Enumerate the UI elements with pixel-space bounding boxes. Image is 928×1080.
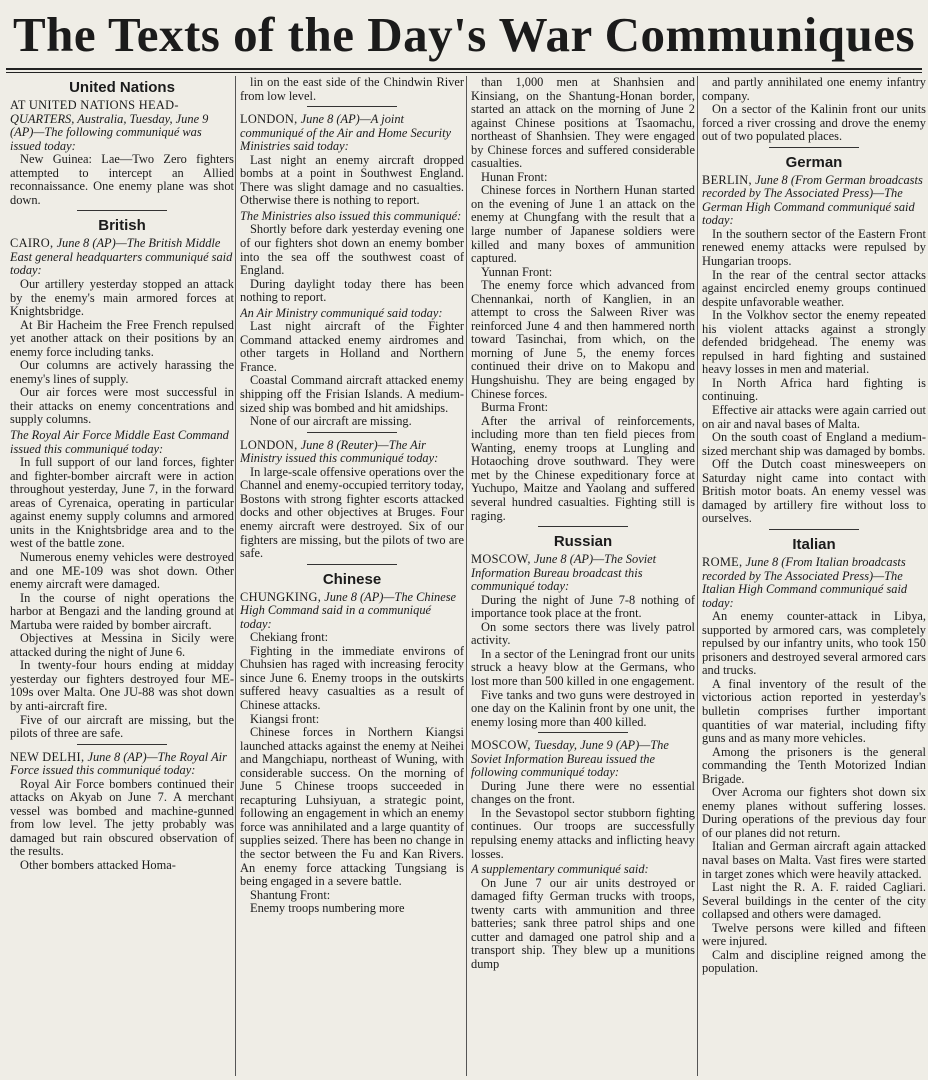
section-divider [77, 744, 167, 745]
paragraph: Effective air attacks were again carried out on air and naval bases of Malta. [702, 403, 926, 431]
dateline [240, 591, 464, 632]
dateline-place: CHUNGKING, [240, 589, 322, 604]
paragraph: In a sector of the Leningrad front our units struck a heavy blow at the Germans, who lost more than 500 killed in one engagement. [471, 646, 695, 688]
column-2 [240, 76, 464, 1076]
paragraph: On June 7 our air units destroyed or damaged fifty German trucks with troops, twenty carts with ammunition and three batteries; sank three patrol ships and one cutter and damaged one patrol ship and a transport ship. They blew up a munitions dump [471, 875, 695, 971]
paragraph: Twelve persons were killed and fifteen were injured. [702, 920, 926, 949]
dateline-place: LONDON, [240, 112, 298, 127]
page-headline: The Texts of the Day's War Communiques [12, 7, 916, 62]
paragraph: In the Sevastopol sector stubborn fighting continues. Our troops are successfully repulsing enemy attacks and inflicting heavy losses. [471, 805, 695, 861]
paragraph: Numerous enemy vehicles were destroyed and one ME-109 was shot down. Other enemy aircraft were damaged. [10, 549, 234, 592]
paragraph: In full support of our land forces, fighter and fighter-bomber aircraft were in action throughout yesterday, June 7, in the forward areas of Cyrenaica, operating in particular against enemy supply columns and armored units in the Knightsbridge area and to the west of the battle zone. [10, 455, 234, 551]
dateline-text: June 8 (From German broadcasts recorded by The Associated Press)—The German High Command communiqué said today: [702, 172, 923, 228]
paragraph: In twenty-four hours ending at midday yesterday our fighters destroyed four ME-109s over Malta. One JU-88 was shot down by anti-aircraft fire. [10, 658, 234, 713]
section-heading: Russian [553, 533, 613, 551]
dateline [10, 99, 234, 153]
section-divider [769, 529, 859, 530]
section-divider [769, 147, 859, 148]
paragraph: Our artillery yesterday stopped an attack by the enemy's main armored forces at Knightsbridge. [10, 277, 234, 319]
dateline [10, 237, 234, 278]
column-divider [235, 76, 236, 1076]
dateline-text: June 8 (Reuter)—The Air Ministry issued this communiqué today: [240, 437, 439, 466]
paragraph: lin on the east side of the Chindwin River from low level. [240, 76, 464, 103]
dateline-text: The Royal Air Force Middle East Command issued this communiqué today: [10, 428, 229, 456]
paragraph: After the arrival of reinforcements, including more than ten field pieces from Wanting, enemy troops at Lungling and Hotaoching drove southward. They were met by the Chinese expeditionary force at Yuchupo, Maitze and Yaolang and suffered several hundred casualties. Fighting still is raging. [471, 413, 695, 523]
paragraph: Our air forces were most successful in their attacks on enemy concentrations and supply columns. [10, 385, 234, 427]
dateline-place: BERLIN, [702, 172, 752, 187]
paragraph: At Bir Hacheim the Free French repulsed yet another attack on their positions by an enemy force including tanks. [10, 317, 234, 359]
paragraph: During June there were no essential changes on the front. [471, 778, 695, 807]
paragraph: In large-scale offensive operations over the Channel and enemy-occupied territory today, Bostons with strong fighter escorts attacked docks and other objectives at Bruges. Four enemy aircraft were destroyed. Six of our fighters are missing, but the pilots of two are safe. [240, 464, 464, 561]
paragraph: In the rear of the central sector attacks against encircled enemy groups continued despite unfavorable weather. [702, 267, 926, 309]
dateline-text: The Ministries also issued this communiqué: [240, 208, 462, 223]
column-1 [10, 76, 234, 1076]
front-subheading: Kiangsi front: [250, 711, 320, 726]
paragraph: Last night aircraft of the Fighter Command attacked enemy airdromes and other targets in Holland and Northern France. [240, 319, 464, 374]
paragraph: None of our aircraft are missing. [250, 414, 412, 429]
paragraph: Chinese forces in Northern Hunan started on the evening of June 1 an attack on the enemy at Chungfang with the result that a large number of Japanese soldiers were killed and many boxes of ammunition captured. [471, 183, 695, 266]
dateline [240, 210, 464, 224]
dateline [10, 751, 234, 778]
paragraph: In the Volkhov sector the enemy repeated his violent attacks against a strongly defended bridgehead. The enemy was repulsed in hard fighting and sustained heavy losses in men and material. [702, 308, 926, 377]
dateline [10, 429, 234, 456]
dateline-place: CAIRO, [10, 236, 54, 251]
section-heading: German [785, 153, 843, 171]
section-divider [307, 564, 397, 565]
dateline-text: Tuesday, June 9 (AP)—The Soviet Information Bureau issued the following communiqué today: [471, 738, 669, 780]
dateline [471, 739, 695, 780]
dateline-place: MOSCOW, [471, 738, 531, 753]
paragraph: Off the Dutch coast minesweepers on Saturday night came into contact with British motor boats. An enemy vessel was damaged by artillery fire without loss to ourselves. [702, 457, 926, 526]
dateline-place: NEW DELHI, [10, 749, 85, 764]
paragraph: A final inventory of the result of the victorious action reported in yesterday's bulletin comprises further important quantities of war material, including fifty guns and as many more vehicles. [702, 676, 926, 746]
paragraph: Fighting in the immediate environs of Chuhsien has raged with increasing ferocity since June 6. Enemy troops in the outskirts suffered heavy casualties as a result of Chinese attacks. [240, 643, 464, 712]
paragraph: On some sectors there was lively patrol activity. [471, 619, 695, 648]
paragraph: Other bombers attacked Homa- [20, 857, 176, 872]
paragraph: Coastal Command aircraft attacked enemy shipping off the Frisian Islands. A medium-sized ship was bombed and hit amidships. [240, 373, 464, 415]
paragraph: Among the prisoners is the general commanding the Tenth Motorized Indian Brigade. [702, 744, 926, 786]
section-divider [538, 732, 628, 733]
section-divider [77, 210, 167, 211]
front-subheading: Shantung Front: [250, 887, 331, 902]
dateline-text: An Air Ministry communiqué said today: [240, 305, 443, 320]
dateline-text: June 8 (From Italian broadcasts recorded by The Associated Press)—The Italian High Command communiqué said today: [702, 554, 908, 610]
dateline-text: June 8 (AP)—The Chinese High Command said in a communiqué today: [240, 589, 457, 631]
section-heading: Italian [792, 535, 836, 553]
dateline-text: QUARTERS, Australia, Tuesday, June 9 (AP)—The following communiqué was issued today: [10, 111, 209, 153]
dateline [471, 553, 695, 594]
paragraph: Objectives at Messina in Sicily were attacked during the night of June 6. [10, 631, 234, 659]
paragraph: On the south coast of England a medium-sized merchant ship was damaged by bombs. [702, 430, 926, 458]
paragraph: Enemy troops numbering more [250, 901, 405, 916]
section-heading: British [98, 217, 146, 235]
front-subheading: Yunnan Front: [481, 264, 553, 279]
dateline-place: AT UNITED NATIONS HEAD- [10, 98, 179, 112]
column-divider [466, 76, 467, 1076]
column-4 [702, 76, 926, 1076]
dateline [471, 863, 695, 877]
front-subheading: Chekiang front: [250, 630, 329, 645]
headline-rule-thin [6, 72, 922, 73]
paragraph: The enemy force which advanced from Chennankai, north of Kanglien, in an attempt to cross the Salween River was reinforced June 4 and then hammered north toward Tasinchai, from which, on the morning of June 5, the enemy forces continued their drive on to Makopu and Hungshuishu. They are being engaged by Chinese forces. [471, 278, 695, 401]
paragraph: New Guinea: Lae—Two Zero fighters attempted to intercept an Allied reconnaissance. One enemy plane was shot down. [10, 152, 234, 207]
section-heading: Chinese [322, 570, 382, 588]
headline-rule [6, 68, 922, 70]
dateline-text: A supplementary communiqué said: [471, 862, 649, 877]
paragraph: Five of our aircraft are missing, but the pilots of three are safe. [10, 712, 234, 741]
paragraph: Last night an enemy aircraft dropped bombs at a point in Southwest England. There was slight damage and no casualties. Otherwise there is nothing to report. [240, 152, 464, 208]
paragraph: and partly annihilated one enemy infantry company. [702, 76, 926, 103]
dateline-place: MOSCOW, [471, 552, 531, 567]
dateline-text: June 8 (AP)—The Soviet Information Bureau broadcast this communiqué today: [471, 552, 657, 594]
dateline-place: ROME, [702, 554, 743, 569]
column-divider [697, 76, 698, 1076]
paragraph: Over Acroma our fighters shot down six enemy planes without suffering losses. During operations of the previous day four of our planes did not return. [702, 785, 926, 840]
dateline-text: June 8 (AP)—A joint communiqué of the Air and Home Security Ministries said today: [240, 112, 452, 154]
dateline-text: June 8 (AP)—The British Middle East general headquarters communiqué said today: [10, 236, 233, 278]
section-divider [307, 432, 397, 433]
dateline-place: LONDON, [240, 437, 298, 452]
front-subheading: Hunan Front: [481, 169, 548, 184]
paragraph: Last night the R. A. F. raided Cagliari. Several buildings in the center of the city collapsed and others were damaged. [702, 880, 926, 922]
paragraph: Royal Air Force bombers continued their attacks on Akyab on June 7. A merchant vessel was bombed and machine-gunned from low level. The jetty probably was damaged but rain obscured observation of the results. [10, 776, 234, 859]
paragraph: Calm and discipline reigned among the population. [702, 947, 926, 976]
paragraph: Our columns are actively harassing the enemy's lines of supply. [10, 358, 234, 386]
front-subheading: Burma Front: [481, 400, 549, 415]
paragraph: Chinese forces in Northern Kiangsi launched attacks against the enemy at Neihei and Mangchiapu, northeast of Wuning, with considerable success. On the morning of June 5 Chinese troops succeeded in recapturing Luhsiyuan, a strategic point, following an engagement in which an enemy force was annihilated and a large quantity of supplies seized. There has been no change in the sector between the Fu and Kan Rivers. An enemy force attacking Tungsiang is being engaged in a severe battle. [240, 725, 464, 889]
paragraph: than 1,000 men at Shanhsien and Kinsiang, on the Shantung-Honan border, started an attack on the morning of June 2 against Chinese positions at Tsaomachu, northeast of Shanhsien. They were engaged by Chinese forces and suffered considerable casualties. [471, 76, 695, 171]
paragraph: Five tanks and two guns were destroyed in one day on the Kalinin front by one unit, the enemy losing more than 400 killed. [471, 687, 695, 729]
dateline [240, 307, 464, 321]
dateline [702, 174, 926, 228]
section-divider [307, 106, 397, 107]
dateline-text: June 8 (AP)—The Royal Air Force issued this communiqué today: [10, 749, 227, 778]
column-3 [471, 76, 695, 1076]
paragraph: Italian and German aircraft again attacked naval bases on Malta. Vast fires were started in target zones which were heavily attacked. [702, 839, 926, 881]
paragraph: An enemy counter-attack in Libya, supported by armored cars, was completely repulsed by our infantry units, who took 150 prisoners and destroyed several armored cars and trucks. [702, 609, 926, 678]
paragraph: Shortly before dark yesterday evening one of our fighters shot down an enemy bomber into the sea off the southwest coast of England. [240, 222, 464, 278]
dateline [240, 113, 464, 154]
paragraph: On a sector of the Kalinin front our units forced a river crossing and drove the enemy out of two populated places. [702, 102, 926, 144]
section-divider [538, 526, 628, 527]
paragraph: In the southern sector of the Eastern Front renewed enemy attacks were repulsed by Hungarian troops. [702, 226, 926, 269]
paragraph: In North Africa hard fighting is continuing. [702, 375, 926, 404]
paragraph: During the night of June 7-8 nothing of importance took place at the front. [471, 592, 695, 621]
dateline [240, 439, 464, 466]
dateline [702, 556, 926, 610]
section-heading: United Nations [69, 79, 175, 96]
paragraph: During daylight today there has been nothing to report. [240, 276, 464, 305]
paragraph: In the course of night operations the harbor at Bengazi and the landing ground at Martuba were raided by bomber aircraft. [10, 590, 234, 632]
